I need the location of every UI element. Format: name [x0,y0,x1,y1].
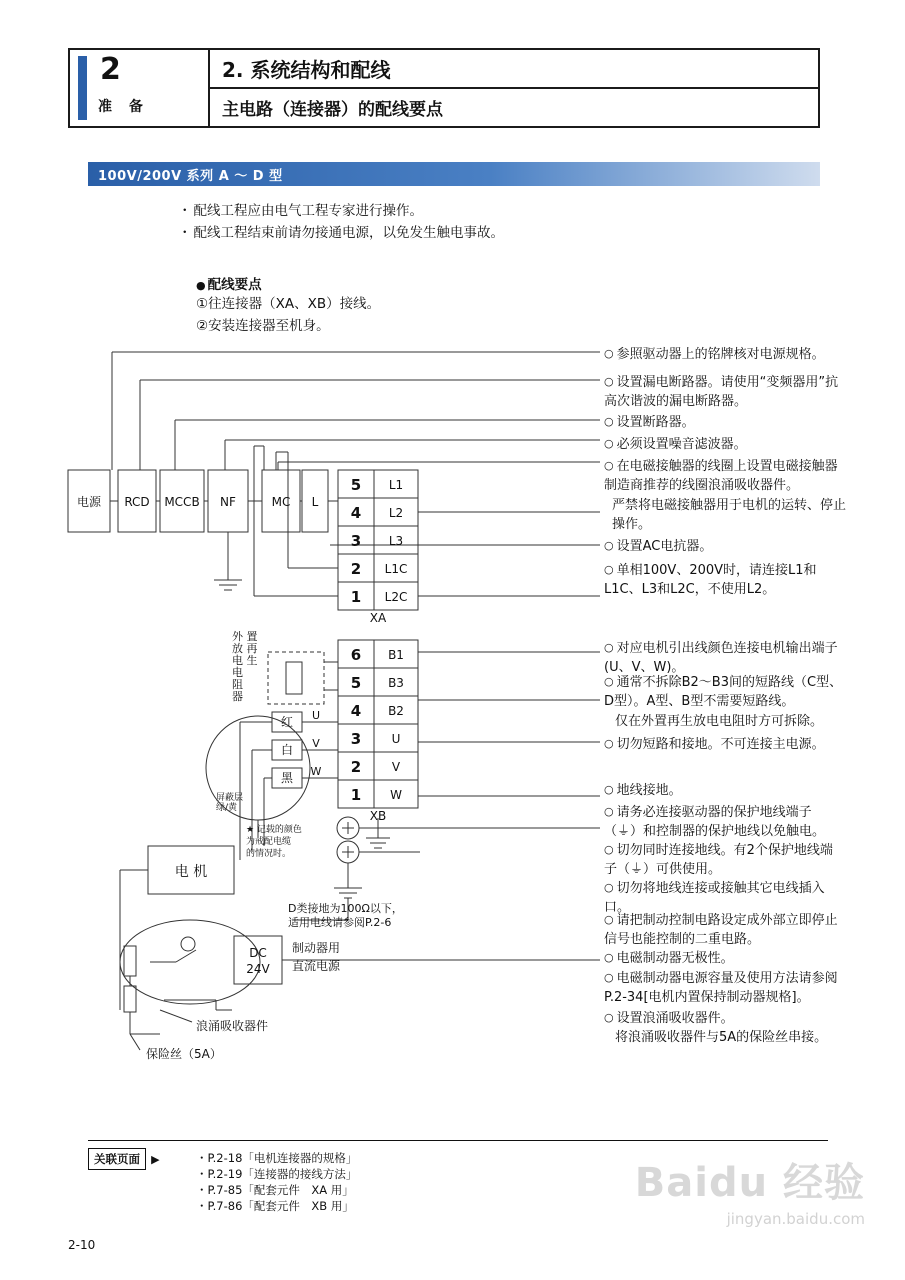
ground-note-2: 适用电线请参阅P.2-6 [288,916,392,929]
star-note-3: 的情况时。 [246,849,292,859]
star-note-2: 为戒配电缆 [246,837,292,847]
ground-note-1: D类接地为100Ω以下， [288,902,403,915]
motor-label: 电 机 [174,864,208,880]
diagram-block-label: MCCB [164,495,200,509]
note-pe-terminal: ○ 请务必连接驱动器的保护地线端子（⏚）和控制器的保护地线以免触电。 [604,802,844,841]
diagram-block-label: L [311,495,319,509]
wire-color-black: 黑 [280,771,294,785]
fuse-label: 保险丝（5A） [146,1047,222,1061]
note-short-bar: ○ 通常不拆除B2～B3间的短路线（C型、D型）。A型、B型不需要短路线。 [604,672,844,711]
xa-terminal-name: L1 [388,478,404,492]
note-surge-fuse: 将浪涌吸收器件与5A的保险丝串接。 [615,1030,828,1045]
wire-color-red: 红 [280,715,294,729]
intro-bullets [178,200,504,244]
xb-terminal-no: 2 [350,758,362,776]
related-page-item[interactable]: ・ P.2-19「连接器的接线方法」 [196,1166,357,1182]
shield-label: 屏蔽层 [216,793,244,803]
section-bar: 100V/200V 系列 A ～ D 型 [88,162,820,186]
note-set-surge: ○ 设置浪涌吸收器件。 [604,1008,844,1028]
wiring-point-item: ②安装连接器至机身。 [196,318,330,334]
diagram-block-label: NF [220,495,236,509]
note-mc-warning: 严禁将电磁接触器用于电机的运转、停止操作。 [612,498,847,532]
diagram-block-label: MC [271,495,291,509]
note-ground: ○ 地线接地。 [604,780,844,800]
note-no-contact: ○ 切勿将地线连接或接触其它电线插入口。 [604,878,844,917]
wiring-points-title: ● 配线要点 [196,273,262,293]
chapter-accent-bar [78,56,87,120]
xa-label: XA [369,611,387,625]
xb-terminal-no: 1 [350,786,362,804]
diagram-block-label: 电源 [76,495,102,509]
brake-power-label-1: 制动器用 [292,941,341,955]
related-page-item[interactable]: ・ P.2-18「电机连接器的规格」 [196,1150,357,1166]
wire-phase-v: V [312,737,320,750]
resistor-label-3: 电 [232,666,243,679]
xb-terminal-name: V [391,760,401,774]
wire-color-white: 白 [280,743,294,757]
page-subtitle: 主电路（连接器）的配线要点 [222,100,443,120]
xa-terminal-name: L1C [384,562,408,576]
dc-label: DC [249,946,267,960]
xa-terminal-name: L3 [388,534,404,548]
resistor-label-5: 器 [232,690,243,703]
brake-power-label-2: 直流电源 [292,959,341,973]
xb-terminal-name: W [390,788,402,802]
wiring-points-list [196,293,380,337]
related-page-item[interactable]: ・ P.7-86「配套元件 XB 用」 [196,1198,357,1214]
note-no-short: ○ 切勿短路和接地。不可连接主电源。 [604,734,844,754]
xa-terminal-no: 2 [350,560,362,578]
xa-terminal-name: L2 [388,506,404,520]
xb-terminal-no: 5 [350,674,362,692]
related-page-item[interactable]: ・ P.7-85「配套元件 XA 用」 [196,1182,357,1198]
divider [88,1140,828,1141]
shield-label-2: 绿/黄 [216,803,238,813]
xa-terminal-no: 1 [350,588,362,606]
resistor-label-ext: 外 置 [232,630,258,643]
note-rcd: ○ 设置漏电断路器。请使用“变频器用”抗高次谐波的漏电断路器。 [604,372,844,411]
watermark-sub: jingyan.baidu.com [726,1210,865,1228]
xb-terminal-name: B2 [388,704,404,718]
note-brake-polarity: ○ 电磁制动器无极性。 [604,948,844,968]
wiring-point-item: ①往连接器（XA、XB）接线。 [196,296,381,312]
page-title: 2. 系统结构和配线 [210,50,818,89]
note-single-phase: ○ 单相100V、200V时，请连接L1和L1C、L3和L2C，不使用L2。 [604,560,844,599]
xb-terminal-name: B1 [388,648,404,662]
xb-terminal-no: 3 [350,730,362,748]
resistor-label-4: 阻 [232,678,243,691]
page-number: 2-10 [68,1238,96,1252]
intro-bullet: ・ 配线工程应由电气工程专家进行操作。 [178,200,504,222]
note-brake-circuit: ○ 请把制动控制电路设定成外部立即停止信号也能控制的二重电路。 [604,910,844,949]
surge-absorber-label: 浪涌吸收器件 [196,1019,269,1033]
related-pages-tag: 关联页面 [88,1148,146,1170]
intro-bullet: ・ 配线工程结束前请勿接通电源，以免发生触电事故。 [178,222,504,244]
related-pages-list [196,1150,357,1214]
page-header [68,48,820,128]
note-noise-filter: ○ 必须设置噪音滤波器。 [604,434,840,454]
chapter-label: 准 备 [98,99,149,115]
dc-value: 24V [246,962,270,976]
note-surge-coil: ○ 在电磁接触器的线圈上设置电磁接触器制造商推荐的线圈浪涌吸收器件。 [604,456,844,495]
header-titles [210,50,818,126]
note-motor-output: ○ 对应电机引出线颜色连接电机输出端子(U、V、W)。 [604,638,844,677]
note-regen-remove: 仅在外置再生放电电阻时方可拆除。 [615,714,824,729]
xa-terminal-name: L2C [384,590,408,604]
chapter-box [70,50,210,126]
xa-terminal-no: 3 [350,532,362,550]
xa-terminal-no: 4 [350,504,362,522]
resistor-label-2: 电 生 [232,654,258,667]
note-mccb: ○ 设置断路器。 [604,412,840,432]
chapter-number: 2 [100,52,122,87]
diagram-block-label: RCD [124,495,150,509]
wire-phase-u: U [311,709,321,722]
star-note-1: ★ 记载的颜色 [246,825,302,835]
related-arrow-icon: ▶ [151,1153,160,1166]
note-ac-reactor: ○ 设置AC电抗器。 [604,536,840,556]
wire-phase-w: W [310,765,322,778]
note-nameplate: ○ 参照驱动器上的铭牌核对电源规格。 [604,344,840,364]
watermark-main: Baidu 经验 [634,1160,865,1206]
note-brake-capacity: ○ 电磁制动器电源容量及使用方法请参阅P.2-34[电机内置保持制动器规格]。 [604,968,848,1007]
xb-label: XB [369,809,387,823]
note-two-pe: ○ 切勿同时连接地线。有2个保护地线端子（⏚）可供使用。 [604,840,844,879]
xb-terminal-name: B3 [388,676,404,690]
xa-terminal-no: 5 [350,476,362,494]
xb-terminal-name: U [391,732,401,746]
xb-terminal-no: 6 [350,646,362,664]
resistor-label-1: 放 再 [232,642,258,655]
xb-terminal-no: 4 [350,702,362,720]
